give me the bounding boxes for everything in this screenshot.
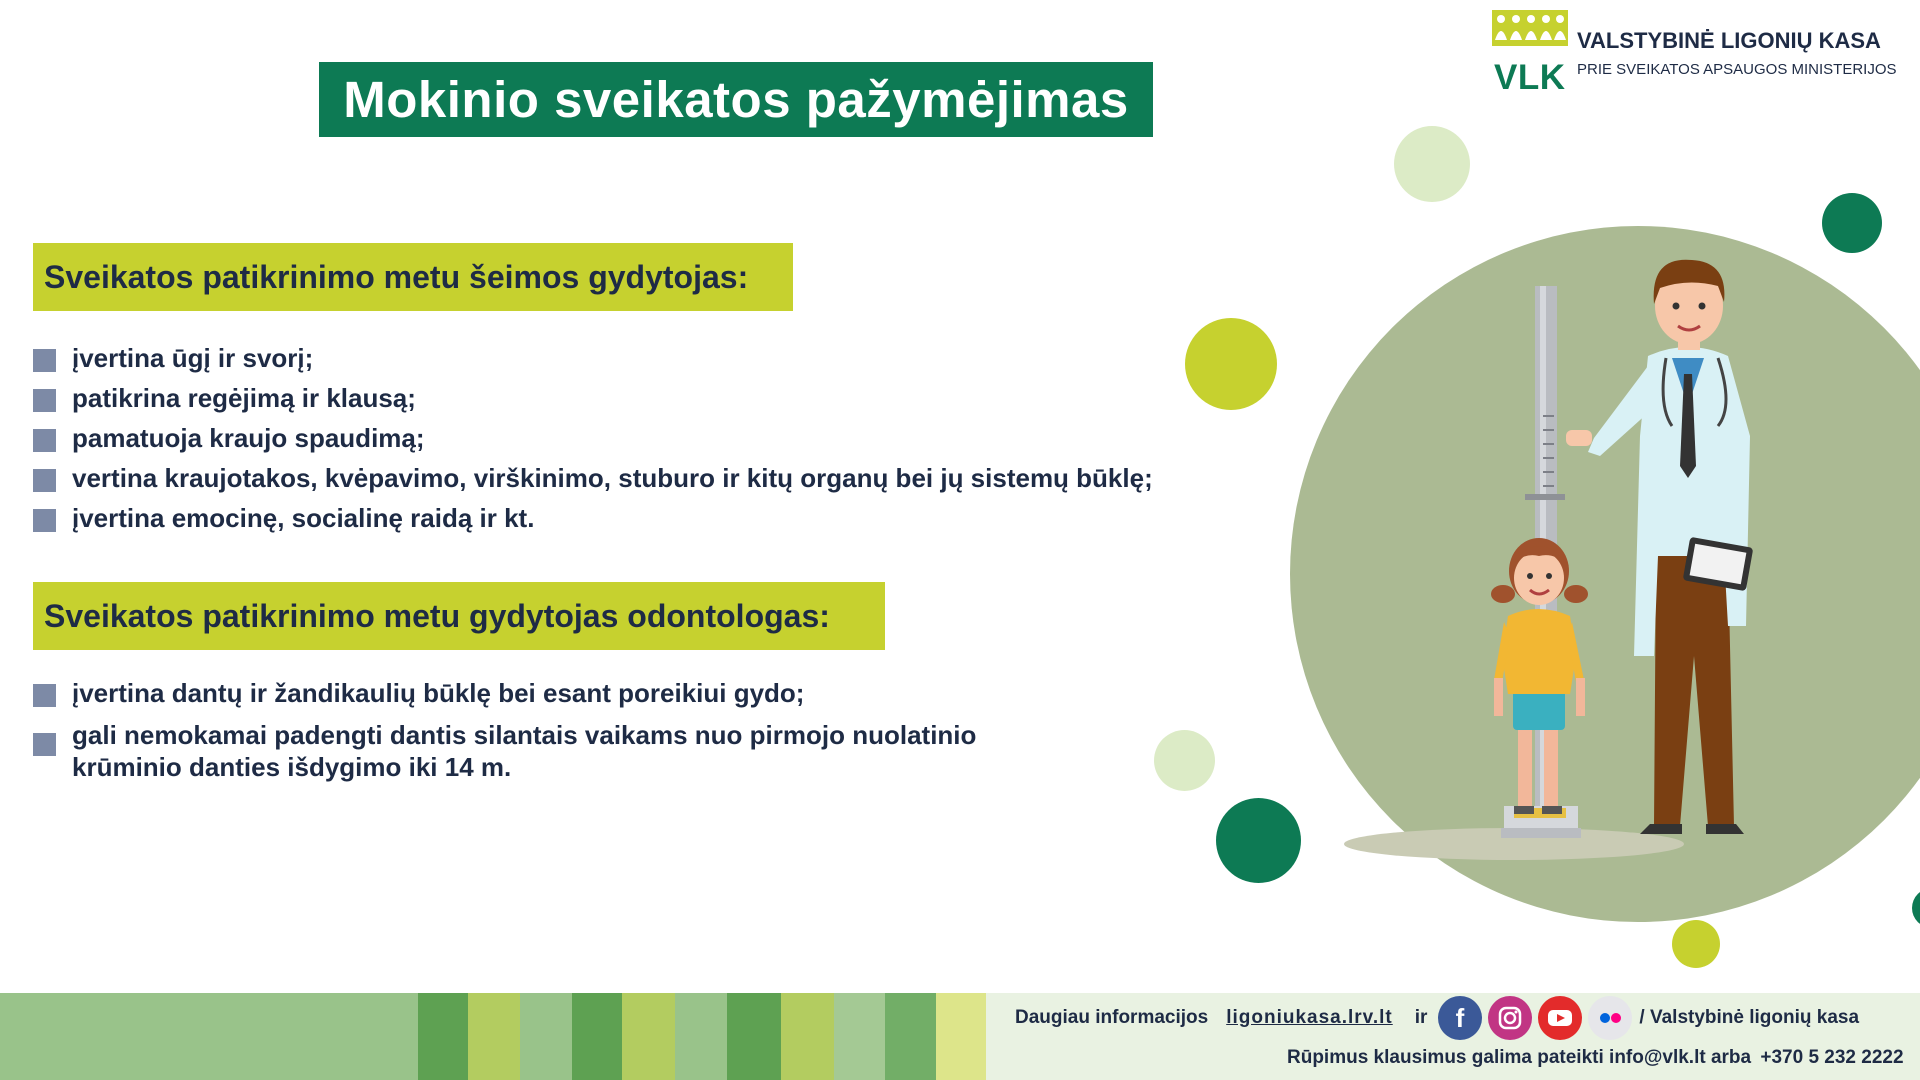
svg-text:f: f xyxy=(1456,1003,1465,1033)
footer-stripe xyxy=(572,993,622,1080)
list-item-text: vertina kraujotakos, kvėpavimo, virškinimo, stuburo ir kitų organų bei jų sistemų būklę; xyxy=(72,463,1153,493)
list-item xyxy=(33,502,1153,534)
dentist-list xyxy=(33,677,1052,783)
bullet-square-icon xyxy=(33,509,56,532)
vlk-logo xyxy=(1492,10,1902,97)
footer-stripe xyxy=(781,993,834,1080)
decor-circle xyxy=(1185,318,1277,410)
logo-name: VALSTYBINĖ LIGONIŲ KASA xyxy=(1577,28,1881,53)
list-item-text: gali nemokamai padengti dantis silantais vaikams nuo pirmojo nuolatinio krūminio danties išdygimo iki 14 m. xyxy=(72,720,977,782)
bullet-square-icon xyxy=(33,389,56,412)
footer-info xyxy=(1015,1003,1859,1033)
decor-circle xyxy=(1154,730,1215,791)
footer-stripe xyxy=(834,993,885,1080)
facebook-icon[interactable] xyxy=(1438,996,1482,1040)
people-logo-icon xyxy=(1492,10,1568,46)
phone-number: +370 5 232 2222 xyxy=(1760,1047,1904,1068)
footer-stripe xyxy=(520,993,572,1080)
more-info-label: Daugiau informacijos xyxy=(1015,1007,1209,1028)
list-item-text: pamatuoja kraujo spaudimą; xyxy=(72,423,425,453)
website-link[interactable]: ligoniukasa.lrv.lt xyxy=(1226,1007,1393,1028)
logo-subtitle: PRIE SVEIKATOS APSAUGOS MINISTERIJOS xyxy=(1577,61,1897,78)
list-item-text: patikrina regėjimą ir klausą; xyxy=(72,383,416,413)
logo-abbr: VLK xyxy=(1494,58,1566,97)
footer-stripe xyxy=(622,993,675,1080)
list-item xyxy=(33,677,1052,709)
contact-text: Rūpimus klausimus galima pateikti info@vlk.lt arba xyxy=(1287,1047,1752,1068)
footer-stripe xyxy=(675,993,727,1080)
bullet-square-icon xyxy=(33,349,56,372)
footer xyxy=(0,993,1920,1080)
doctor-measuring-child-illustration xyxy=(1288,226,1920,922)
footer-stripe xyxy=(936,993,986,1080)
decor-circle xyxy=(1394,126,1470,202)
social-page-label: / Valstybinė ligonių kasa xyxy=(1639,1007,1860,1028)
youtube-icon[interactable] xyxy=(1538,996,1582,1040)
footer-stripe xyxy=(885,993,936,1080)
footer-stripe xyxy=(418,993,468,1080)
family-doctor-list xyxy=(33,342,1153,534)
decor-circle xyxy=(1672,920,1720,968)
list-item-text: įvertina dantų ir žandikaulių būklę bei esant poreikiui gydo; xyxy=(72,678,805,708)
and-label: ir xyxy=(1414,1007,1428,1028)
list-item-text: įvertina emocinę, socialinę raidą ir kt. xyxy=(72,503,535,533)
list-item xyxy=(33,422,1153,454)
section-heading-text: Sveikatos patikrinimo metu gydytojas odontologas: xyxy=(44,597,830,634)
list-item xyxy=(33,462,1153,494)
section-heading-text: Sveikatos patikrinimo metu šeimos gydytojas: xyxy=(44,258,749,295)
section-heading-family-doctor xyxy=(33,243,793,311)
section-heading-dentist xyxy=(33,582,885,650)
footer-stripe xyxy=(727,993,781,1080)
footer-stripe xyxy=(468,993,520,1080)
bullet-square-icon xyxy=(33,684,56,707)
bullet-square-icon xyxy=(33,733,56,756)
page-title: Mokinio sveikatos pažymėjimas xyxy=(343,71,1129,128)
instagram-icon[interactable] xyxy=(1488,996,1532,1040)
bullet-square-icon xyxy=(33,469,56,492)
footer-stripe xyxy=(0,993,418,1080)
flickr-icon[interactable] xyxy=(1588,996,1632,1040)
footer-contact xyxy=(1287,1047,1904,1069)
page-title-banner xyxy=(319,62,1153,137)
list-item xyxy=(33,382,1153,414)
list-item xyxy=(33,342,1153,374)
bullet-square-icon xyxy=(33,429,56,452)
list-item xyxy=(33,719,1052,783)
list-item-text: įvertina ūgį ir svorį; xyxy=(72,343,314,373)
